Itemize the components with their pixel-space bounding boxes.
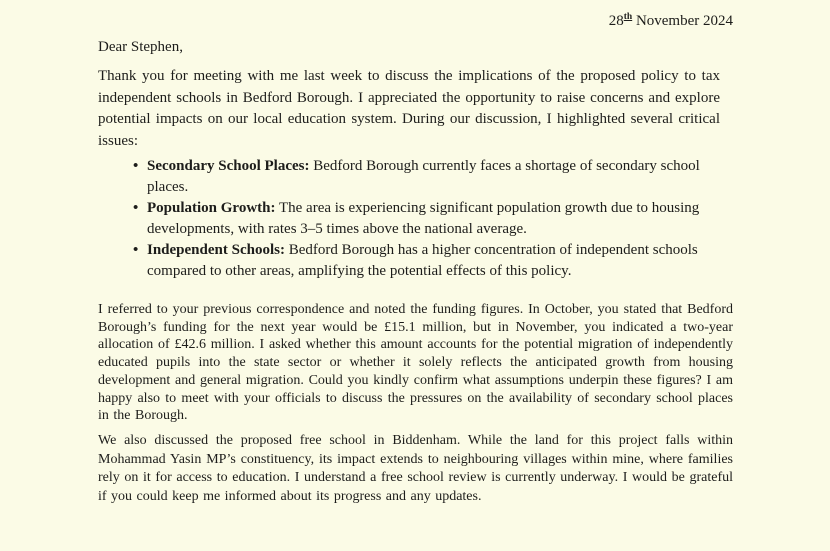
issues-list <box>98 156 725 282</box>
bullet-icon: • <box>133 158 139 174</box>
issue-independent-schools <box>133 240 725 282</box>
intro-paragraph: Thank you for meeting with me last week to discuss the implications of the proposed policy to tax independent schools in Bedford Borough. I appreciated the opportunity to raise concerns and explore potential impacts on our local education system. During our discussion, I highlighted several critical issues: <box>98 68 720 149</box>
issue-label: Independent Schools: <box>147 242 285 258</box>
funding-paragraph: I referred to your previous correspondence and noted the funding figures. In October, you stated that Bedford Borough’s funding for the next year would be £15.1 million, but in November, you indicated a two-year allocation of £42.6 million. I asked whether this amount accounts for the potential migration of independently educated pupils into the state sector or whether it solely reflects the anticipated growth from housing development and general migration. Could you kindly confirm what assumptions underpin these figures? I am happy also to meet with your officials to discuss the pressures on the availability of secondary school places in the Borough. <box>98 302 733 424</box>
free-school-paragraph: We also discussed the proposed free school in Biddenham. While the land for this project falls within Mohammad Yasin MP’s constituency, its impact extends to neighbouring villages within mine, where families rely on it for access to education. I understand a free school review is currently underway. I would be grateful if you could keep me informed about its progress and any updates. <box>98 432 733 504</box>
issue-population-growth <box>133 198 725 240</box>
issue-label: Secondary School Places: <box>147 158 310 174</box>
date-ordinal: th <box>623 12 633 22</box>
issue-text: Bedford Borough currently faces a shortage of secondary school places. <box>147 158 700 195</box>
issue-label: Population Growth: <box>147 200 276 216</box>
issue-secondary-school-places <box>133 156 725 198</box>
date-day: 28 <box>608 13 624 29</box>
letter-page <box>0 11 830 551</box>
date-month-year: November 2024 <box>632 13 733 29</box>
bullet-icon: • <box>133 242 139 258</box>
salutation: Dear Stephen, <box>98 39 183 55</box>
issue-text: The area is experiencing significant population growth due to housing developments, with rates 3–5 times above the national average. <box>147 200 700 237</box>
bullet-icon: • <box>133 200 139 216</box>
letter-date <box>98 11 733 32</box>
issue-text: Bedford Borough has a higher concentration of independent schools compared to other areas, amplifying the potential effects of this policy. <box>147 242 698 279</box>
